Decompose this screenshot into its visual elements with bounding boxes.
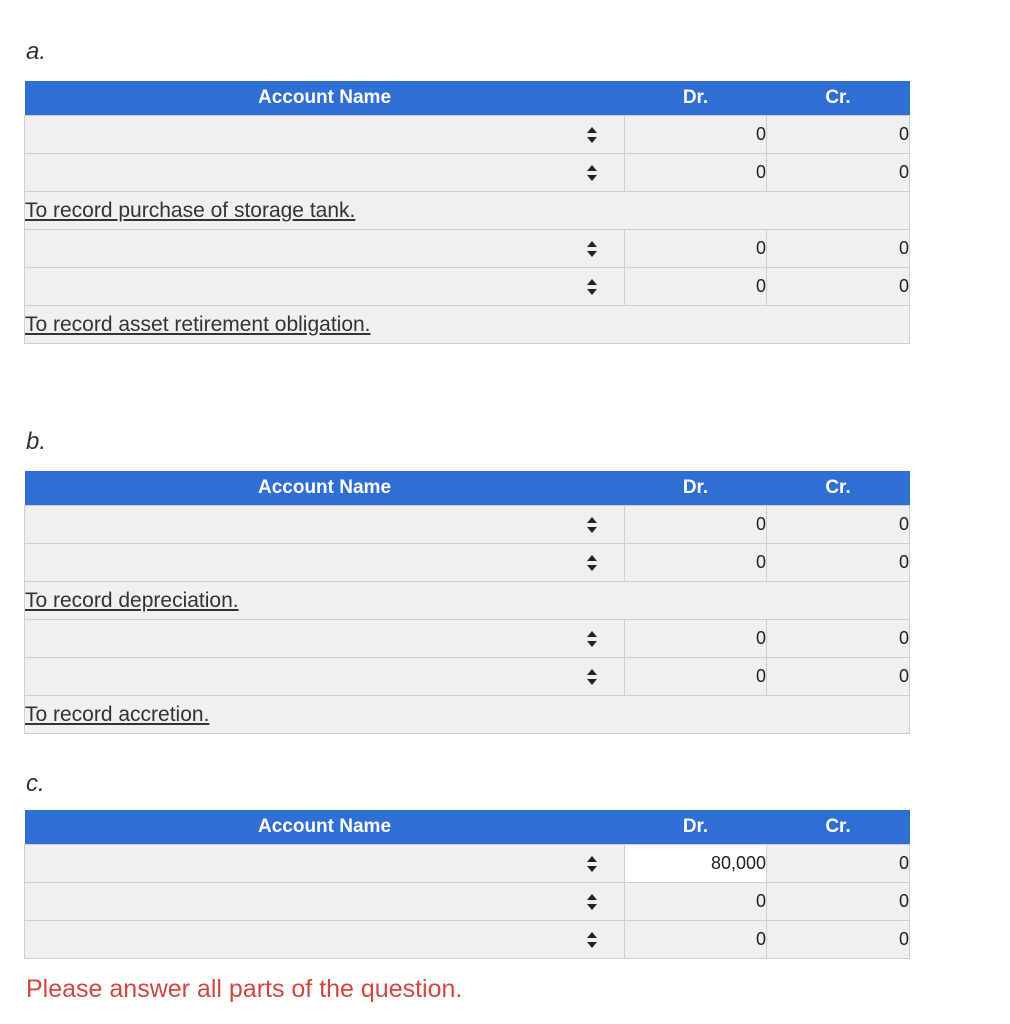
- account-name-header: Account Name: [25, 471, 625, 506]
- account-name-header: Account Name: [25, 81, 625, 116]
- debit-input[interactable]: 0: [625, 154, 767, 192]
- table-header: [25, 81, 910, 116]
- account-select[interactable]: [25, 268, 625, 306]
- account-select[interactable]: [25, 230, 625, 268]
- credit-header: Cr.: [767, 81, 910, 116]
- account-select[interactable]: [25, 845, 625, 883]
- debit-input[interactable]: 0: [625, 506, 767, 544]
- memo-cell: [25, 696, 910, 734]
- table-row: [25, 506, 910, 544]
- select-arrows-icon: [586, 893, 598, 911]
- select-arrows-icon: [586, 164, 598, 182]
- select-arrows-icon: [586, 931, 598, 949]
- debit-header: Dr.: [625, 81, 767, 116]
- table-row: [25, 154, 910, 192]
- account-select[interactable]: [25, 506, 625, 544]
- account-select[interactable]: [25, 154, 625, 192]
- table-header: [25, 810, 910, 845]
- debit-header: Dr.: [625, 810, 767, 845]
- account-name-header: Account Name: [25, 810, 625, 845]
- memo-row: [25, 582, 910, 620]
- memo-text[interactable]: To record accretion.: [25, 702, 210, 726]
- part-a-label: a.: [26, 38, 47, 65]
- account-select[interactable]: [25, 116, 625, 154]
- credit-input[interactable]: 0: [767, 116, 910, 154]
- memo-text[interactable]: To record purchase of storage tank.: [25, 198, 356, 222]
- table-row: [25, 230, 910, 268]
- credit-input[interactable]: 0: [767, 268, 910, 306]
- table-header: [25, 471, 910, 506]
- table-row: [25, 116, 910, 154]
- credit-input[interactable]: 0: [767, 544, 910, 582]
- select-arrows-icon: [586, 278, 598, 296]
- debit-input[interactable]: 0: [625, 544, 767, 582]
- select-arrows-icon: [586, 668, 598, 686]
- debit-input[interactable]: 0: [625, 883, 767, 921]
- memo-cell: [25, 306, 910, 344]
- debit-input[interactable]: 0: [625, 116, 767, 154]
- memo-row: [25, 306, 910, 344]
- journal-table-c: [24, 810, 910, 959]
- account-select[interactable]: [25, 620, 625, 658]
- memo-text[interactable]: To record depreciation.: [25, 588, 239, 612]
- select-arrows-icon: [586, 516, 598, 534]
- credit-input[interactable]: 0: [767, 506, 910, 544]
- journal-table-a: [24, 81, 910, 344]
- table-row: [25, 845, 910, 883]
- select-arrows-icon: [586, 240, 598, 258]
- credit-input[interactable]: 0: [767, 620, 910, 658]
- account-select[interactable]: [25, 883, 625, 921]
- debit-input[interactable]: 0: [625, 658, 767, 696]
- select-arrows-icon: [586, 554, 598, 572]
- credit-input[interactable]: 0: [767, 154, 910, 192]
- table-row: [25, 883, 910, 921]
- memo-row: [25, 192, 910, 230]
- table-row: [25, 544, 910, 582]
- debit-header: Dr.: [625, 471, 767, 506]
- part-c-label: c.: [26, 770, 45, 797]
- table-row: [25, 921, 910, 959]
- debit-input[interactable]: 0: [625, 230, 767, 268]
- part-b-label: b.: [26, 428, 47, 455]
- debit-input[interactable]: 0: [625, 921, 767, 959]
- memo-cell: [25, 192, 910, 230]
- debit-input[interactable]: 0: [625, 268, 767, 306]
- table-row: [25, 658, 910, 696]
- credit-input[interactable]: 0: [767, 883, 910, 921]
- select-arrows-icon: [586, 630, 598, 648]
- credit-input[interactable]: 0: [767, 845, 910, 883]
- select-arrows-icon: [586, 855, 598, 873]
- journal-table-b: [24, 471, 910, 734]
- credit-header: Cr.: [767, 471, 910, 506]
- account-select[interactable]: [25, 658, 625, 696]
- validation-warning: Please answer all parts of the question.: [26, 975, 463, 1003]
- credit-input[interactable]: 0: [767, 658, 910, 696]
- table-row: [25, 268, 910, 306]
- memo-text[interactable]: To record asset retirement obligation.: [25, 312, 371, 336]
- credit-header: Cr.: [767, 810, 910, 845]
- credit-input[interactable]: 0: [767, 230, 910, 268]
- credit-input[interactable]: 0: [767, 921, 910, 959]
- memo-row: [25, 696, 910, 734]
- account-select[interactable]: [25, 921, 625, 959]
- table-row: [25, 620, 910, 658]
- memo-cell: [25, 582, 910, 620]
- account-select[interactable]: [25, 544, 625, 582]
- debit-input[interactable]: 80,000: [625, 845, 767, 883]
- select-arrows-icon: [586, 126, 598, 144]
- debit-input[interactable]: 0: [625, 620, 767, 658]
